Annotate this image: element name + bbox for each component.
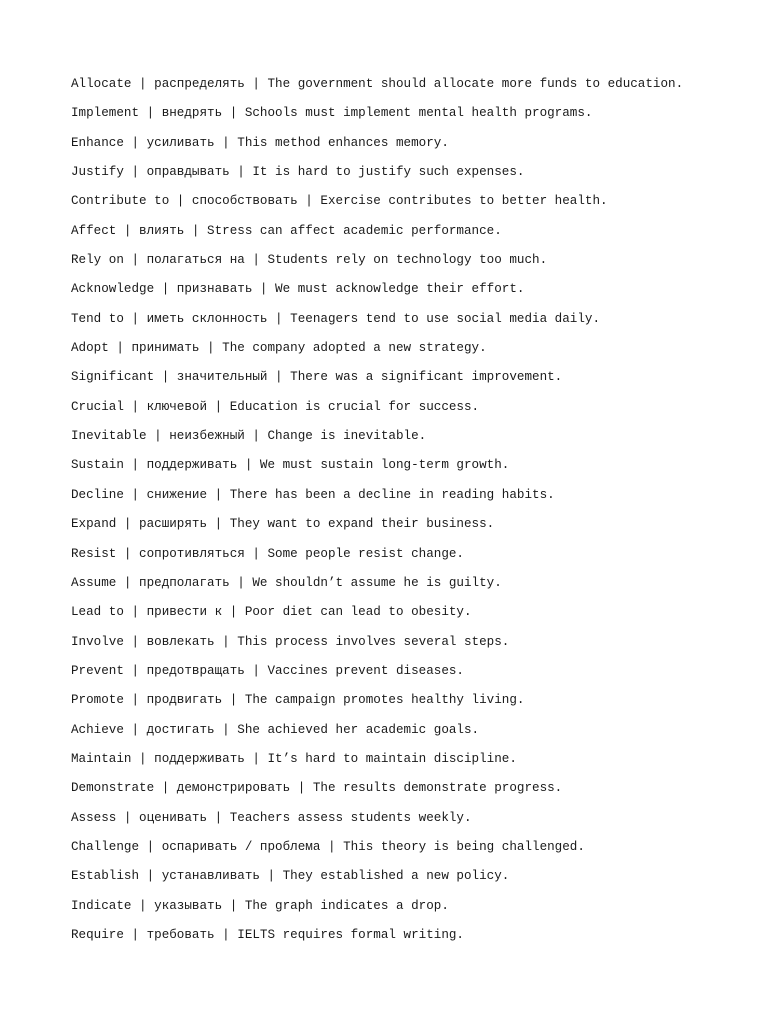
vocab-line-contribute-to: Contribute to | способствовать | Exercise contributes to better health. <box>71 194 608 209</box>
vocab-line-significant: Significant | значительный | There was a significant improvement. <box>71 370 563 385</box>
vocab-line-enhance: Enhance | усиливать | This method enhances memory. <box>71 135 449 150</box>
vocab-line-resist: Resist | сопротивляться | Some people resist change. <box>71 546 464 561</box>
vocab-line-promote: Promote | продвигать | The campaign promotes healthy living. <box>71 693 525 708</box>
vocab-line-involve: Involve | вовлекать | This process involves several steps. <box>71 634 510 649</box>
vocab-line-implement: Implement | внедрять | Schools must implement mental health programs. <box>71 106 593 121</box>
vocab-line-crucial: Crucial | ключевой | Education is crucial for success. <box>71 399 480 414</box>
vocab-line-expand: Expand | расширять | They want to expand their business. <box>71 517 495 532</box>
vocab-line-maintain: Maintain | поддерживать | It’s hard to maintain discipline. <box>71 751 517 766</box>
vocab-line-prevent: Prevent | предотвращать | Vaccines prevent diseases. <box>71 663 464 678</box>
vocab-line-lead-to: Lead to | привести к | Poor diet can lead to obesity. <box>71 605 472 620</box>
vocab-line-justify: Justify | оправдывать | It is hard to justify such expenses. <box>71 165 525 180</box>
vocab-line-adopt: Adopt | принимать | The company adopted a new strategy. <box>71 341 487 356</box>
vocab-line-assume: Assume | предполагать | We shouldn’t assume he is guilty. <box>71 575 502 590</box>
vocab-line-inevitable: Inevitable | неизбежный | Change is inevitable. <box>71 429 427 444</box>
vocab-line-decline: Decline | снижение | There has been a decline in reading habits. <box>71 487 555 502</box>
vocab-line-allocate: Allocate | распределять | The government should allocate more funds to education. <box>71 77 684 91</box>
vocab-line-establish: Establish | устанавливать | They established a new policy. <box>71 869 510 884</box>
vocab-line-demonstrate: Demonstrate | демонстрировать | The results demonstrate progress. <box>71 781 563 796</box>
vocab-line-require: Require | требовать | IELTS requires formal writing. <box>71 927 464 942</box>
vocab-line-tend-to: Tend to | иметь склонность | Teenagers tend to use social media daily. <box>71 311 601 326</box>
vocab-line-indicate: Indicate | указывать | The graph indicates a drop. <box>71 898 449 913</box>
vocab-line-achieve: Achieve | достигать | She achieved her academic goals. <box>71 722 480 737</box>
vocab-line-challenge: Challenge | оспаривать / проблема | This theory is being challenged. <box>71 839 585 854</box>
vocab-line-assess: Assess | оценивать | Teachers assess students weekly. <box>71 810 472 825</box>
vocab-line-sustain: Sustain | поддерживать | We must sustain long-term growth. <box>71 458 510 473</box>
vocab-line-rely-on: Rely on | полагаться на | Students rely on technology too much. <box>71 253 548 268</box>
vocab-line-acknowledge: Acknowledge | признавать | We must acknowledge their effort. <box>71 282 525 297</box>
vocab-line-affect: Affect | влиять | Stress can affect academic performance. <box>71 223 502 238</box>
vocabulary-list <box>71 70 683 950</box>
